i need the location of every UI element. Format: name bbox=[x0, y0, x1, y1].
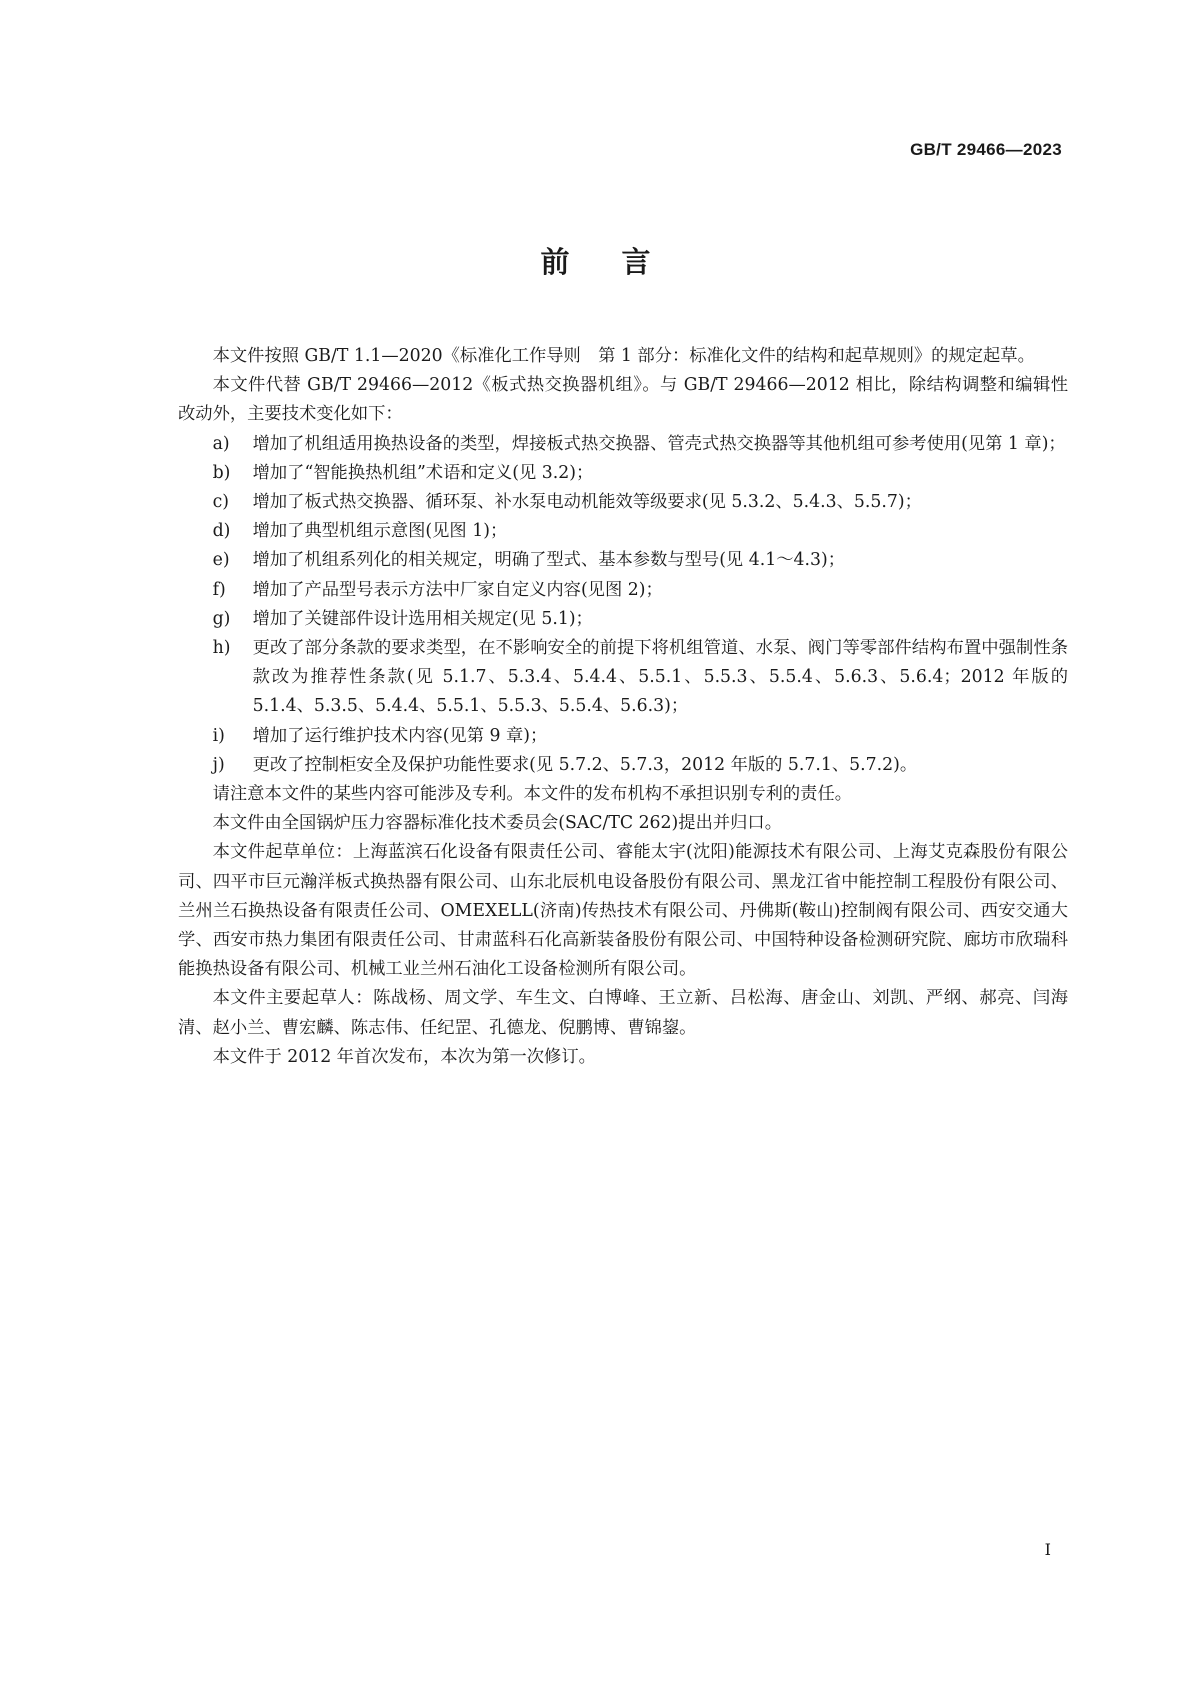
paragraph-committee: 本文件由全国锅炉压力容器标准化技术委员会(SAC/TC 262)提出并归口。 bbox=[212, 813, 782, 834]
list-item bbox=[213, 576, 1068, 605]
list-item bbox=[213, 546, 1068, 575]
paragraph-patent-notice: 请注意本文件的某些内容可能涉及专利。本文件的发布机构不承担识别专利的责任。 bbox=[212, 784, 853, 805]
list-text: 增加了机组适用换热设备的类型，焊接板式热交换器、管壳式热交换器等其他机组可参考使用(见第 1 章)； bbox=[252, 433, 1066, 454]
list-marker: i) bbox=[212, 725, 225, 746]
page-title: 前言 bbox=[540, 245, 703, 279]
list-marker: d) bbox=[212, 521, 231, 542]
list-item bbox=[213, 459, 1068, 488]
list-item bbox=[213, 488, 1068, 517]
paragraph-drafting-rules: 本文件按照 GB/T 1.1—2020《标准化工作导则 第 1 部分：标准化文件的结构和起草规则》的规定起草。 bbox=[212, 346, 1035, 366]
paragraph-drafters: 本文件主要起草人：陈战杨、周文学、车生文、白博峰、王立新、吕松海、唐金山、刘凯、严纲、郝亮、闫海清、赵小兰、曹宏麟、陈志伟、任纪罡、孔德龙、倪鹏博、曹锦鋆。 bbox=[178, 988, 1068, 1038]
list-text: 增加了板式热交换器、循环泵、补水泵电动机能效等级要求(见 5.3.2、5.4.3、5.5.7)； bbox=[252, 492, 922, 513]
list-item bbox=[213, 634, 1068, 722]
list-text: 增加了产品型号表示方法中厂家自定义内容(见图 2)； bbox=[252, 579, 663, 600]
list-item bbox=[213, 751, 1068, 780]
list-text: 增加了“智能换热机组”术语和定义(见 3.2)； bbox=[252, 462, 594, 483]
list-text: 更改了部分条款的要求类型，在不影响安全的前提下将机组管道、水泵、阀门等零部件结构布置中强制性条款改为推荐性条款(见 5.1.7、5.3.4、5.4.4、5.5.1、5.5.3、5.5.4、5.6.3、5.6.4；2012 年版的 5.1.4、5.3.5、5.4.4、5.5.1、5.5.3、5.5.4、5.6.3)； bbox=[252, 638, 1068, 717]
paragraph-revision-history: 本文件于 2012 年首次发布，本次为第一次修订。 bbox=[212, 1046, 596, 1067]
page-number: I bbox=[1044, 1540, 1051, 1559]
list-item bbox=[213, 517, 1068, 546]
list-text: 更改了控制柜安全及保护功能性要求(见 5.7.2、5.7.3，2012 年版的 5.7.1、5.7.2)。 bbox=[252, 754, 918, 775]
list-text: 增加了机组系列化的相关规定，明确了型式、基本参数与型号(见 4.1～4.3)； bbox=[252, 550, 845, 571]
paragraph-drafting-units: 本文件起草单位：上海蓝滨石化设备有限责任公司、睿能太宇(沈阳)能源技术有限公司、上海艾克森股份有限公司、四平市巨元瀚洋板式换热器有限公司、山东北辰机电设备股份有限公司、黑龙江省中能控制工程股份有限公司、兰州兰石换热设备有限责任公司、OMEXELL(济南)传热技术有限公司、丹佛斯(鞍山)控制阀有限公司、西安交通大学、西安市热力集团有限责任公司、甘肃蓝科石化高新装备股份有限公司、中国特种设备检测研究院、廊坊市欣瑞科能换热设备有限公司、机械工业兰州石油化工设备检测所有限公司。 bbox=[178, 842, 1068, 980]
list-item bbox=[213, 430, 1068, 459]
list-marker: g) bbox=[212, 608, 231, 629]
technical-changes-list bbox=[178, 430, 1068, 780]
list-marker: j) bbox=[212, 754, 225, 775]
foreword-body bbox=[178, 342, 1068, 1072]
list-marker: b) bbox=[212, 462, 231, 483]
paragraph-replacement-note: 本文件代替 GB/T 29466—2012《板式热交换器机组》。与 GB/T 29466—2012 相比，除结构调整和编辑性改动外，主要技术变化如下： bbox=[178, 375, 1068, 425]
list-marker: e) bbox=[212, 550, 230, 571]
list-marker: h) bbox=[212, 638, 231, 659]
list-item bbox=[213, 722, 1068, 751]
list-marker: a) bbox=[212, 433, 230, 454]
list-text: 增加了关键部件设计选用相关规定(见 5.1)； bbox=[252, 608, 593, 629]
list-text: 增加了典型机组示意图(见图 1)； bbox=[252, 521, 508, 542]
list-marker: c) bbox=[212, 492, 230, 513]
list-text: 增加了运行维护技术内容(见第 9 章)； bbox=[252, 725, 548, 746]
standard-number: GB/T 29466—2023 bbox=[910, 140, 1062, 159]
list-marker: f) bbox=[212, 579, 226, 600]
list-item bbox=[213, 605, 1068, 634]
